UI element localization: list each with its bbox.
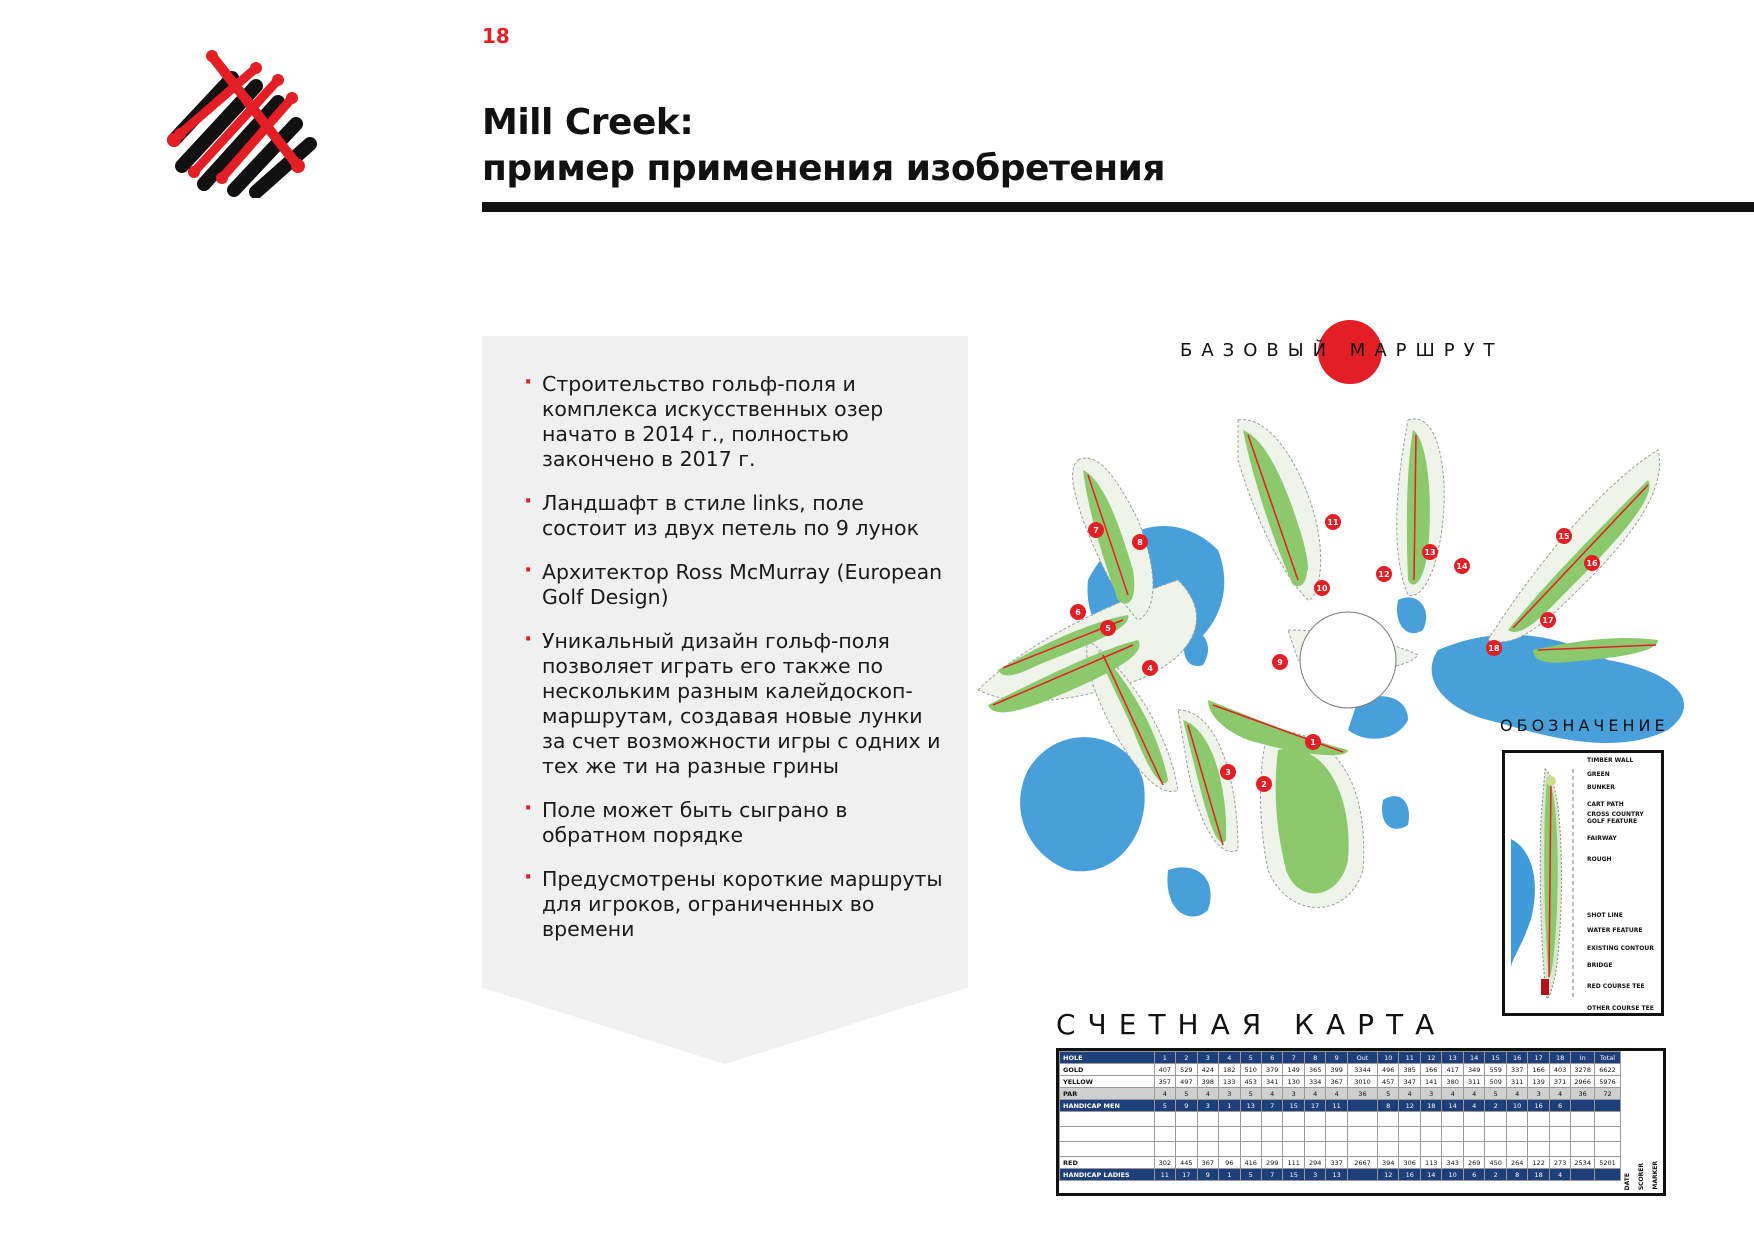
scorecard-row — [1060, 1142, 1621, 1157]
hole-label: 18 — [1488, 644, 1500, 653]
scorecard-cell: 15 — [1283, 1169, 1304, 1181]
scorecard-cell: 149 — [1283, 1064, 1304, 1076]
scorecard-cell: 2966 — [1571, 1076, 1595, 1088]
scorecard-cell — [1571, 1169, 1595, 1181]
scorecard-cell — [1304, 1142, 1325, 1157]
route-map-title: БАЗОВЫЙ МАРШРУТ — [1180, 340, 1504, 361]
scorecard-cell: 18 — [1420, 1100, 1441, 1112]
scorecard-cell — [1463, 1142, 1484, 1157]
scorecard-cell: 299 — [1261, 1157, 1282, 1169]
legend-box — [1502, 750, 1664, 1016]
scorecard-cell: 111 — [1283, 1157, 1304, 1169]
scorecard-cell: 3278 — [1571, 1064, 1595, 1076]
scorecard-cell: 357 — [1154, 1076, 1175, 1088]
bullet-item: · Предусмотрены короткие маршруты для игроков, ограниченных во времени — [522, 867, 952, 942]
scorecard-cell: 12 — [1378, 1169, 1399, 1181]
scorecard-row — [1060, 1064, 1621, 1076]
scorecard-cell — [1549, 1112, 1570, 1127]
scorecard-cell: 5 — [1240, 1088, 1261, 1100]
scorecard-cell — [1420, 1142, 1441, 1157]
scorecard-cell — [1197, 1127, 1218, 1142]
legend-item: BUNKER — [1587, 784, 1615, 791]
hole-label: 4 — [1147, 664, 1153, 673]
hole-label: 2 — [1261, 780, 1267, 789]
scorecard-cell: 4 — [1549, 1169, 1570, 1181]
scorecard-cell: 343 — [1442, 1157, 1463, 1169]
scorecard-cell: 453 — [1240, 1076, 1261, 1088]
scorecard-cell — [1240, 1112, 1261, 1127]
scorecard-header-cell: 13 — [1442, 1052, 1463, 1064]
scorecard-cell — [1485, 1112, 1506, 1127]
scorecard-table — [1056, 1048, 1666, 1196]
scorecard-cell: 4 — [1463, 1100, 1484, 1112]
scorecard-cell: 139 — [1528, 1076, 1549, 1088]
scorecard-cell: 3 — [1197, 1100, 1218, 1112]
bullet-item: · Поле может быть сыграно в обратном порядке — [522, 798, 952, 848]
scorecard-cell: 367 — [1197, 1157, 1218, 1169]
scorecard-cell: 371 — [1549, 1076, 1570, 1088]
scorecard-row — [1060, 1088, 1621, 1100]
scorecard-cell — [1442, 1142, 1463, 1157]
scorecard-cell — [1399, 1112, 1420, 1127]
scorecard-title: СЧЕТНАЯ КАРТА — [1056, 1008, 1447, 1041]
page-title — [482, 100, 1165, 192]
scorecard-cell: 16 — [1399, 1169, 1420, 1181]
scorecard-cell — [1347, 1100, 1377, 1112]
scorecard-cell: 13 — [1240, 1100, 1261, 1112]
scorecard-cell — [1197, 1142, 1218, 1157]
scorecard-cell — [1571, 1100, 1595, 1112]
scorecard-cell: 36 — [1347, 1088, 1377, 1100]
scorecard-cell: 17 — [1304, 1100, 1325, 1112]
scorecard-cell: 341 — [1261, 1076, 1282, 1088]
scorecard-cell: 1 — [1219, 1100, 1240, 1112]
legend-item: CROSS COUNTRY GOLF FEATURE — [1587, 811, 1644, 825]
scorecard-cell — [1347, 1112, 1377, 1127]
scorecard-cell: 5 — [1154, 1100, 1175, 1112]
scorecard-cell: 269 — [1463, 1157, 1484, 1169]
scorecard-cell — [1549, 1142, 1570, 1157]
hole-label: 5 — [1105, 624, 1111, 633]
scorecard-cell: 496 — [1378, 1064, 1399, 1076]
scorecard-cell: 294 — [1304, 1157, 1325, 1169]
scorecard-header-cell: 4 — [1219, 1052, 1240, 1064]
scorecard-cell: 4 — [1261, 1088, 1282, 1100]
scorecard-cell: 379 — [1261, 1064, 1282, 1076]
scorecard-cell: 9 — [1176, 1100, 1197, 1112]
bullet-item: · Строительство гольф-поля и комплекса искусственных озер начато в 2014 г., полностью закончено в 2017 г. — [522, 372, 952, 472]
page-number: 18 — [482, 24, 510, 48]
scorecard-cell — [1060, 1127, 1155, 1142]
scorecard-cell — [1326, 1112, 1347, 1127]
scorecard-cell: GOLD — [1060, 1064, 1155, 1076]
scorecard-cell — [1261, 1112, 1282, 1127]
scorecard-cell: 3 — [1304, 1169, 1325, 1181]
legend-item: OTHER COURSE TEE — [1587, 1005, 1654, 1012]
scorecard-side-columns — [1620, 1050, 1664, 1194]
scorecard-cell — [1197, 1112, 1218, 1127]
hole-label: 12 — [1378, 570, 1390, 579]
scorecard-header-cell: 3 — [1197, 1052, 1218, 1064]
scorecard-cell: 10 — [1506, 1100, 1527, 1112]
scorecard-cell: 337 — [1326, 1157, 1347, 1169]
scorecard-header-cell: 17 — [1528, 1052, 1549, 1064]
scorecard-cell: 417 — [1442, 1064, 1463, 1076]
scorecard-cell — [1571, 1112, 1595, 1127]
scorecard-cell: 13 — [1326, 1169, 1347, 1181]
scorecard-cell: 403 — [1549, 1064, 1570, 1076]
scorecard-header-cell: 11 — [1399, 1052, 1420, 1064]
scorecard-cell: 497 — [1176, 1076, 1197, 1088]
scorecard-header-cell: 9 — [1326, 1052, 1347, 1064]
scorecard-cell — [1485, 1142, 1506, 1157]
scorecard-cell: 399 — [1326, 1064, 1347, 1076]
scorecard-cell: 7 — [1261, 1100, 1282, 1112]
scorecard-header-cell: 1 — [1154, 1052, 1175, 1064]
scorecard-cell — [1378, 1112, 1399, 1127]
scorecard-cell: 5 — [1485, 1088, 1506, 1100]
bullet-list — [522, 372, 952, 961]
scorecard-cell: 5 — [1378, 1088, 1399, 1100]
hole-label: 17 — [1542, 616, 1554, 625]
hole-label: 9 — [1277, 658, 1283, 667]
scorecard-header-cell: Out — [1347, 1052, 1377, 1064]
bullet-item: · Архитектор Ross McMurray (European Golf Design) — [522, 560, 952, 610]
scorecard-cell: 559 — [1485, 1064, 1506, 1076]
hole-label: 15 — [1558, 532, 1570, 541]
scorecard-cell: 3 — [1283, 1088, 1304, 1100]
scorecard-cell: 14 — [1442, 1100, 1463, 1112]
scorecard-cell — [1528, 1142, 1549, 1157]
scorecard-cell: 182 — [1219, 1064, 1240, 1076]
scorecard-cell — [1219, 1142, 1240, 1157]
scorecard-cell — [1176, 1127, 1197, 1142]
scorecard-cell — [1595, 1112, 1621, 1127]
scorecard-cell: 445 — [1176, 1157, 1197, 1169]
scorecard-header-cell: Total — [1595, 1052, 1621, 1064]
legend-item: ROUGH — [1587, 856, 1612, 863]
scorecard-row — [1060, 1127, 1621, 1142]
scorecard-cell: 416 — [1240, 1157, 1261, 1169]
scorecard-cell — [1240, 1142, 1261, 1157]
scorecard-cell: 12 — [1399, 1100, 1420, 1112]
scorecard-header-cell: 12 — [1420, 1052, 1441, 1064]
scorecard-cell: 273 — [1549, 1157, 1570, 1169]
scorecard-cell — [1595, 1169, 1621, 1181]
scorecard-cell: HANDICAP LADIES — [1060, 1169, 1155, 1181]
scorecard-header-cell: 14 — [1463, 1052, 1484, 1064]
scorecard-header-cell: 18 — [1549, 1052, 1570, 1064]
scorecard-cell: YELLOW — [1060, 1076, 1155, 1088]
scorecard-cell: 311 — [1463, 1076, 1484, 1088]
scorecard-cell: 18 — [1528, 1169, 1549, 1181]
scorecard-cell: 122 — [1528, 1157, 1549, 1169]
scorecard-cell — [1549, 1127, 1570, 1142]
scorecard-header-cell: 7 — [1283, 1052, 1304, 1064]
scorecard-cell — [1347, 1142, 1377, 1157]
scorecard-cell — [1304, 1112, 1325, 1127]
scorecard-cell — [1261, 1142, 1282, 1157]
scorecard-cell: 311 — [1506, 1076, 1527, 1088]
scorecard-cell: 5201 — [1595, 1157, 1621, 1169]
scorecard-cell — [1442, 1127, 1463, 1142]
scorecard-cell: 5976 — [1595, 1076, 1621, 1088]
scorecard-cell — [1283, 1127, 1304, 1142]
scorecard-cell: 457 — [1378, 1076, 1399, 1088]
scorecard-cell: 264 — [1506, 1157, 1527, 1169]
scorecard-side-label: DATE — [1624, 1172, 1631, 1190]
scorecard-cell — [1399, 1127, 1420, 1142]
scorecard-cell — [1060, 1112, 1155, 1127]
scorecard-cell — [1219, 1127, 1240, 1142]
scorecard-side-label: MARKER — [1652, 1161, 1659, 1190]
scorecard-cell: 3010 — [1347, 1076, 1377, 1088]
scorecard-cell — [1304, 1127, 1325, 1142]
scorecard-cell: 72 — [1595, 1088, 1621, 1100]
page-title-line-2: пример применения изобретения — [482, 148, 1165, 189]
hole-label: 1 — [1310, 738, 1316, 747]
scorecard-cell — [1219, 1112, 1240, 1127]
scorecard-header-cell: 5 — [1240, 1052, 1261, 1064]
scorecard-cell — [1420, 1127, 1441, 1142]
scorecard-cell — [1595, 1127, 1621, 1142]
legend-item: EXISTING CONTOUR — [1587, 945, 1654, 952]
scorecard-cell: 3 — [1528, 1088, 1549, 1100]
scorecard-row — [1060, 1076, 1621, 1088]
hole-label: 14 — [1456, 562, 1468, 571]
scorecard-cell: 398 — [1197, 1076, 1218, 1088]
scorecard-cell: 6 — [1463, 1169, 1484, 1181]
scorecard-cell: 130 — [1283, 1076, 1304, 1088]
scorecard-cell — [1506, 1142, 1527, 1157]
scorecard-cell: 306 — [1399, 1157, 1420, 1169]
scorecard-cell: 337 — [1506, 1064, 1527, 1076]
scorecard-cell — [1283, 1142, 1304, 1157]
scorecard-cell: 349 — [1463, 1064, 1484, 1076]
scorecard-cell: 166 — [1420, 1064, 1441, 1076]
scorecard-header-cell: In — [1571, 1052, 1595, 1064]
scorecard-cell — [1571, 1142, 1595, 1157]
scorecard-cell — [1571, 1127, 1595, 1142]
scorecard-cell: 5 — [1240, 1169, 1261, 1181]
bullet-item: · Уникальный дизайн гольф-поля позволяет играть его также по нескольким разным калейдоскоп-маршрутам, создавая новые лунки за счет возможности игры с одних и тех же ти на разные грины — [522, 629, 952, 779]
scorecard-cell — [1378, 1142, 1399, 1157]
hole-label: 16 — [1586, 559, 1598, 568]
scorecard-cell — [1442, 1112, 1463, 1127]
scorecard-cell: 529 — [1176, 1064, 1197, 1076]
scorecard-cell: 347 — [1399, 1076, 1420, 1088]
legend-item: SHOT LINE — [1587, 912, 1623, 919]
scorecard-cell: 365 — [1304, 1064, 1325, 1076]
scorecard-cell: 4 — [1442, 1088, 1463, 1100]
hole-label: 13 — [1424, 548, 1436, 557]
scorecard-cell: 17 — [1176, 1169, 1197, 1181]
scorecard-cell — [1528, 1127, 1549, 1142]
scorecard-cell — [1463, 1112, 1484, 1127]
scorecard-row — [1060, 1169, 1621, 1181]
scorecard-cell — [1399, 1142, 1420, 1157]
scorecard-cell: 510 — [1240, 1064, 1261, 1076]
scorecard-cell: 4 — [1399, 1088, 1420, 1100]
scorecard-header-cell: 16 — [1506, 1052, 1527, 1064]
scorecard-cell — [1326, 1142, 1347, 1157]
page-title-line-1: Mill Creek: — [482, 102, 694, 143]
scorecard-cell: 4 — [1463, 1088, 1484, 1100]
scorecard-row — [1060, 1100, 1621, 1112]
scorecard-cell: 96 — [1219, 1157, 1240, 1169]
hole-label: 8 — [1137, 538, 1143, 547]
scorecard-cell — [1347, 1169, 1377, 1181]
scorecard-cell — [1528, 1112, 1549, 1127]
scorecard-header-row — [1060, 1052, 1621, 1064]
scorecard-cell — [1420, 1112, 1441, 1127]
scorecard-body — [1060, 1052, 1621, 1181]
scorecard-header-cell: 10 — [1378, 1052, 1399, 1064]
hole-label: 6 — [1075, 608, 1081, 617]
scorecard-cell: 2667 — [1347, 1157, 1377, 1169]
scorecard-cell: 6622 — [1595, 1064, 1621, 1076]
scorecard-cell: 1 — [1219, 1169, 1240, 1181]
legend-item: RED COURSE TEE — [1587, 983, 1645, 990]
bullet-item: · Ландшафт в стиле links, поле состоит из двух петель по 9 лунок — [522, 491, 952, 541]
scorecard-cell: 8 — [1378, 1100, 1399, 1112]
scorecard-cell: 302 — [1154, 1157, 1175, 1169]
scorecard-cell: 36 — [1571, 1088, 1595, 1100]
scorecard-cell: 2534 — [1571, 1157, 1595, 1169]
scorecard-cell — [1595, 1142, 1621, 1157]
scorecard-cell: 113 — [1420, 1157, 1441, 1169]
scorecard-row — [1060, 1157, 1621, 1169]
scorecard-cell: 166 — [1528, 1064, 1549, 1076]
legend-item: WATER FEATURE — [1587, 927, 1643, 934]
scorecard-cell: 3344 — [1347, 1064, 1377, 1076]
scorecard-cell — [1176, 1142, 1197, 1157]
scorecard-cell: 14 — [1420, 1169, 1441, 1181]
scorecard-cell: 2 — [1485, 1100, 1506, 1112]
legend-item: BRIDGE — [1587, 962, 1613, 969]
legend-item: TIMBER WALL — [1587, 757, 1634, 764]
hole-label: 10 — [1316, 584, 1328, 593]
scorecard-cell: 2 — [1485, 1169, 1506, 1181]
scorecard-header-cell: 15 — [1485, 1052, 1506, 1064]
legend-illustration — [1511, 759, 1583, 1009]
scorecard-cell — [1060, 1142, 1155, 1157]
scorecard-header-cell: 6 — [1261, 1052, 1282, 1064]
scorecard-cell — [1463, 1127, 1484, 1142]
scorecard-cell: RED — [1060, 1157, 1155, 1169]
legend-item: GREEN — [1587, 771, 1610, 778]
scorecard-side-label: SCORER — [1638, 1162, 1645, 1190]
scorecard-row — [1060, 1112, 1621, 1127]
scorecard-cell — [1506, 1112, 1527, 1127]
scorecard-cell: 3 — [1420, 1088, 1441, 1100]
scorecard-cell — [1261, 1127, 1282, 1142]
scorecard-cell: 424 — [1197, 1064, 1218, 1076]
scorecard-cell: 380 — [1442, 1076, 1463, 1088]
scorecard-cell — [1154, 1142, 1175, 1157]
scorecard-cell: 450 — [1485, 1157, 1506, 1169]
scorecard-cell: 15 — [1283, 1100, 1304, 1112]
scorecard-cell: 4 — [1549, 1088, 1570, 1100]
scorecard-cell: HANDICAP MEN — [1060, 1100, 1155, 1112]
scorecard-cell: 4 — [1304, 1088, 1325, 1100]
scorecard-cell: 334 — [1304, 1076, 1325, 1088]
scorecard-cell: 6 — [1549, 1100, 1570, 1112]
scorecard-header-cell: 2 — [1176, 1052, 1197, 1064]
scorecard-cell: 11 — [1154, 1169, 1175, 1181]
scorecard-cell: 10 — [1442, 1169, 1463, 1181]
scorecard-cell: 133 — [1219, 1076, 1240, 1088]
scorecard-cell: 5 — [1176, 1088, 1197, 1100]
legend-item: CART PATH — [1587, 801, 1624, 808]
scorecard-cell: 16 — [1528, 1100, 1549, 1112]
scorecard-cell: 7 — [1261, 1169, 1282, 1181]
scorecard-cell: 4 — [1154, 1088, 1175, 1100]
scorecard-cell — [1176, 1112, 1197, 1127]
scorecard-cell: 367 — [1326, 1076, 1347, 1088]
scorecard-cell: 3 — [1219, 1088, 1240, 1100]
scorecard-header-cell: 8 — [1304, 1052, 1325, 1064]
scorecard-cell: 8 — [1506, 1169, 1527, 1181]
scorecard-cell: 4 — [1506, 1088, 1527, 1100]
legend-item: FAIRWAY — [1587, 835, 1617, 842]
scorecard-cell: PAR — [1060, 1088, 1155, 1100]
scorecard-cell: 141 — [1420, 1076, 1441, 1088]
scorecard-cell — [1240, 1127, 1261, 1142]
scorecard-cell: 11 — [1326, 1100, 1347, 1112]
scorecard-cell: 407 — [1154, 1064, 1175, 1076]
scorecard-cell: 394 — [1378, 1157, 1399, 1169]
scorecard-cell: 4 — [1197, 1088, 1218, 1100]
scorecard-cell: 385 — [1399, 1064, 1420, 1076]
scorecard-cell: 4 — [1326, 1088, 1347, 1100]
scorecard-cell — [1283, 1112, 1304, 1127]
hole-label: 11 — [1327, 518, 1339, 527]
title-divider — [482, 202, 1754, 212]
company-logo-icon — [160, 38, 320, 198]
scorecard-cell — [1485, 1127, 1506, 1142]
scorecard-cell — [1326, 1127, 1347, 1142]
scorecard-cell: 509 — [1485, 1076, 1506, 1088]
scorecard-cell — [1154, 1127, 1175, 1142]
scorecard-cell: 9 — [1197, 1169, 1218, 1181]
hole-label: 7 — [1093, 526, 1099, 535]
scorecard-cell — [1154, 1112, 1175, 1127]
scorecard-cell — [1347, 1127, 1377, 1142]
scorecard-cell — [1595, 1100, 1621, 1112]
legend-title: ОБОЗНАЧЕНИЕ — [1500, 716, 1669, 735]
scorecard-cell — [1506, 1127, 1527, 1142]
scorecard-cell — [1378, 1127, 1399, 1142]
scorecard-header-cell: HOLE — [1060, 1052, 1155, 1064]
hole-label: 3 — [1225, 768, 1231, 777]
